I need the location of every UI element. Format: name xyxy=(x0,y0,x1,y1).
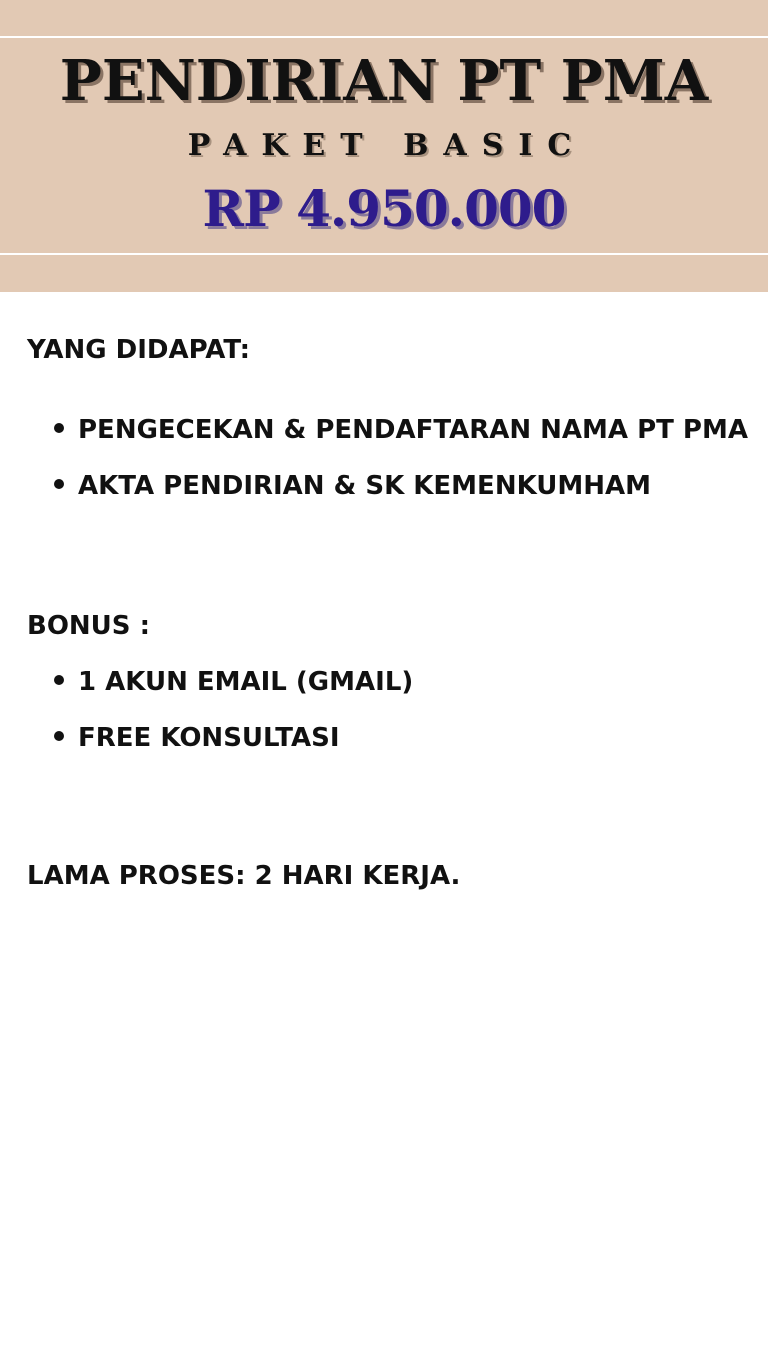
list-item xyxy=(54,469,651,503)
list-item-label: FREE KONSULTASI xyxy=(78,723,340,753)
included-heading: YANG DIDAPAT: xyxy=(27,335,251,365)
package-price: RP 4.950.000 xyxy=(202,179,566,238)
page-title: PENDIRIAN PT PMA xyxy=(59,48,709,114)
list-item xyxy=(54,721,340,755)
header-banner xyxy=(0,0,768,292)
header-divider-bottom xyxy=(0,253,768,255)
bullet-icon xyxy=(54,423,64,433)
list-item xyxy=(54,413,748,447)
bullet-icon xyxy=(54,731,64,741)
header-divider-top xyxy=(0,36,768,38)
package-name: PAKET BASIC xyxy=(187,128,587,163)
list-item-label: 1 AKUN EMAIL (GMAIL) xyxy=(78,667,414,697)
list-item-label: AKTA PENDIRIAN & SK KEMENKUMHAM xyxy=(78,471,652,501)
bullet-icon xyxy=(54,675,64,685)
bonus-heading: BONUS : xyxy=(27,611,150,641)
bullet-icon xyxy=(54,479,64,489)
list-item xyxy=(54,665,413,699)
list-item-label: PENGECEKAN & PENDAFTARAN NAMA PT PMA xyxy=(78,415,748,445)
process-duration: LAMA PROSES: 2 HARI KERJA. xyxy=(27,861,461,891)
